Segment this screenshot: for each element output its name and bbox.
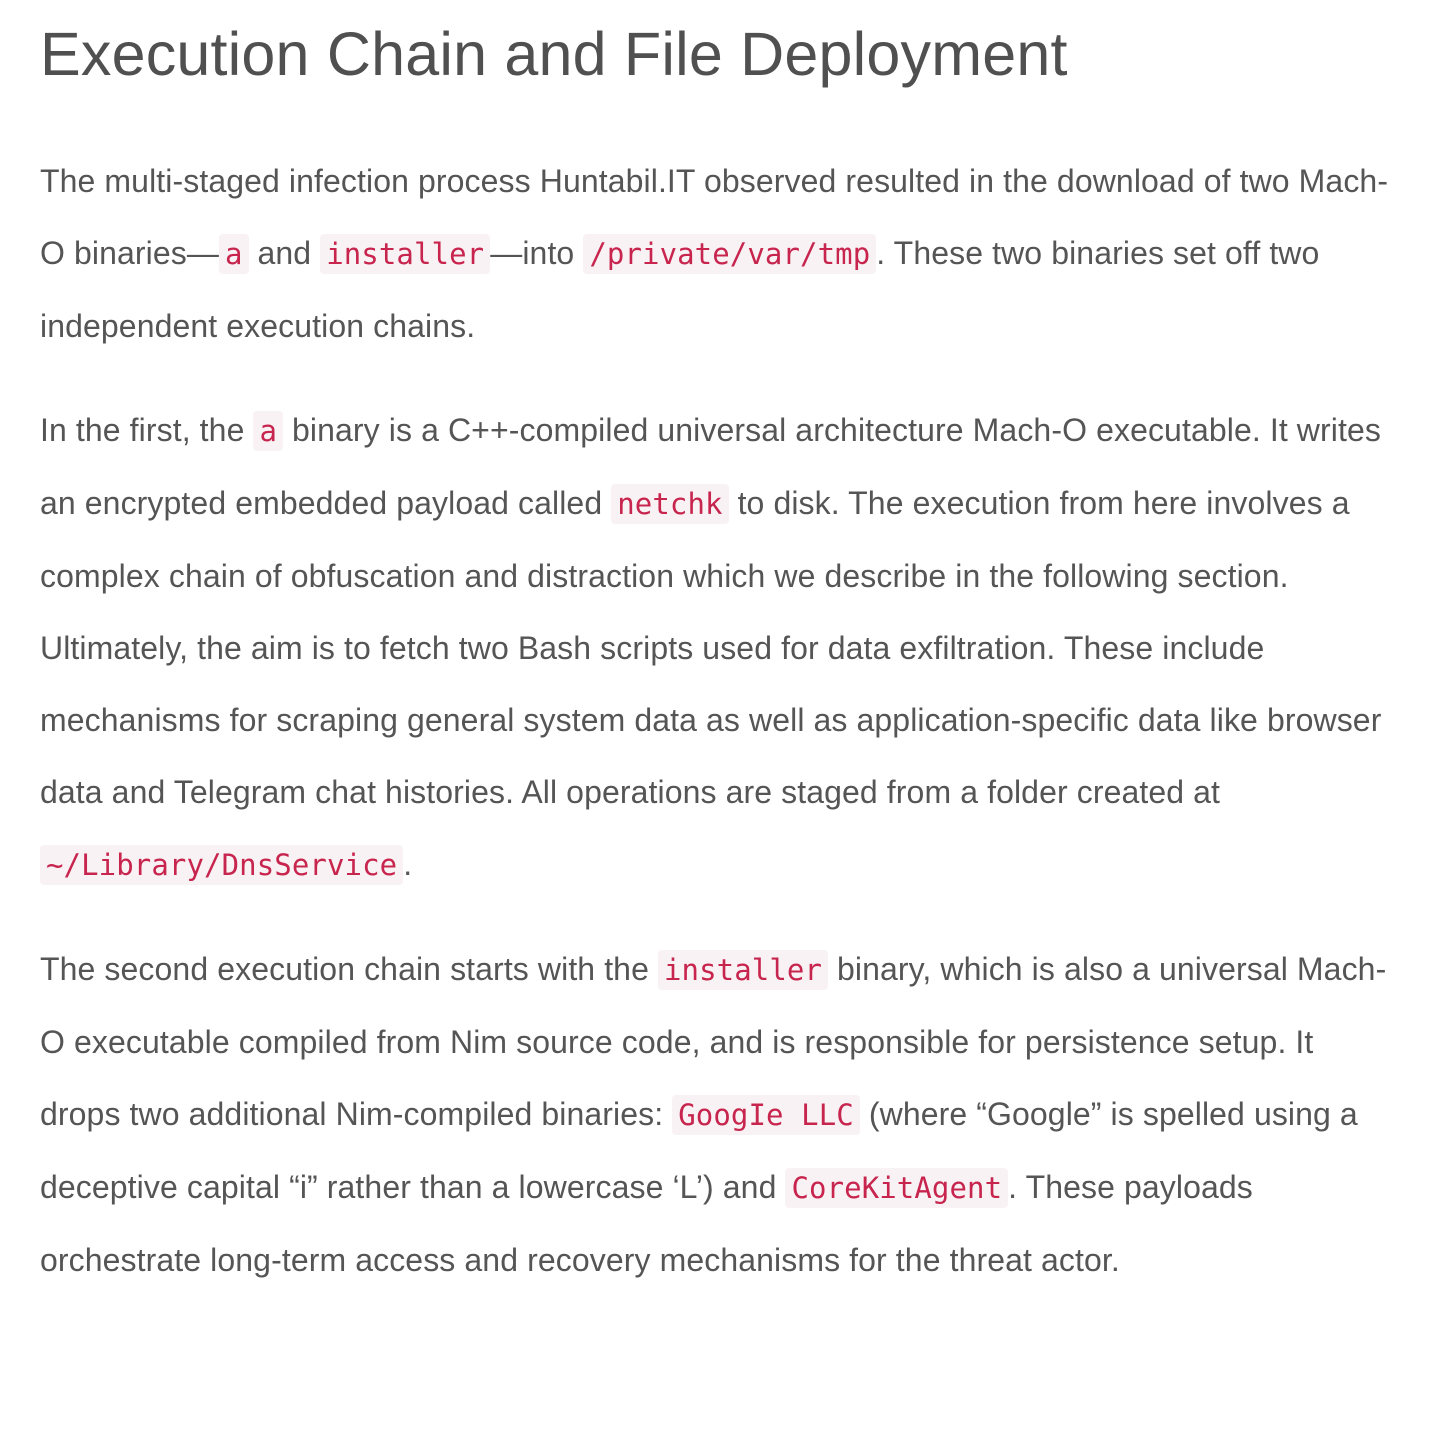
paragraph-3-text-2: binary, which is also a universal Mach-O executable compiled from Nim source code, and is responsible for persistence setup. It drops two additional Nim-compiled binaries: xyxy=(40,951,1387,1132)
code-googie-llc: GoogIe LLC xyxy=(672,1095,860,1135)
paragraph-2-text-1: In the first, the xyxy=(40,412,254,448)
paragraph-1 xyxy=(40,145,1402,362)
code-installer: installer xyxy=(320,234,490,274)
paragraph-1-text-1: The multi-staged infection process Huntabil.IT observed resulted in the download of two Mach-O binaries— xyxy=(40,163,1389,271)
page-title: Execution Chain and File Deployment xyxy=(40,20,1068,88)
code-tmp-path: /private/var/tmp xyxy=(583,234,876,274)
paragraph-2 xyxy=(40,394,1402,901)
code-a-binary: a xyxy=(253,411,283,451)
paragraph-2-text-2: binary is a C++-compiled universal architecture Mach-O executable. It writes an encrypted embedded payload called xyxy=(40,412,1381,521)
paragraph-2-text-3: to disk. The execution from here involves a complex chain of obfuscation and distraction which we describe in the following section. Ultimately, the aim is to fetch two Bash scripts used for data exfiltration. These include mechanisms for scraping general system data as well as application-specific data like browser data and Telegram chat histories. All operations are staged from a folder created at xyxy=(40,485,1382,810)
code-dnsservice-path: ~/Library/DnsService xyxy=(40,845,403,885)
paragraph-3-text-4: . These payloads orchestrate long-term access and recovery mechanisms for the threat actor. xyxy=(40,1169,1253,1278)
paragraph-3-text-3: (where “Google” is spelled using a deceptive capital “i” rather than a lowercase ‘L’) and xyxy=(40,1096,1358,1205)
paragraph-3 xyxy=(40,933,1402,1296)
code-netchk: netchk xyxy=(611,484,728,524)
code-installer-binary: installer xyxy=(658,950,828,990)
paragraph-1-text-4: . These two binaries set off two independent execution chains. xyxy=(40,235,1320,344)
paragraph-2-text-4: . xyxy=(403,846,413,882)
paragraph-1-text-2: and xyxy=(248,235,321,271)
paragraph-1-text-3: —into xyxy=(490,235,584,271)
code-a: a xyxy=(219,234,249,274)
code-corekitagent: CoreKitAgent xyxy=(785,1168,1008,1208)
paragraph-3-text-1: The second execution chain starts with the xyxy=(40,951,658,987)
